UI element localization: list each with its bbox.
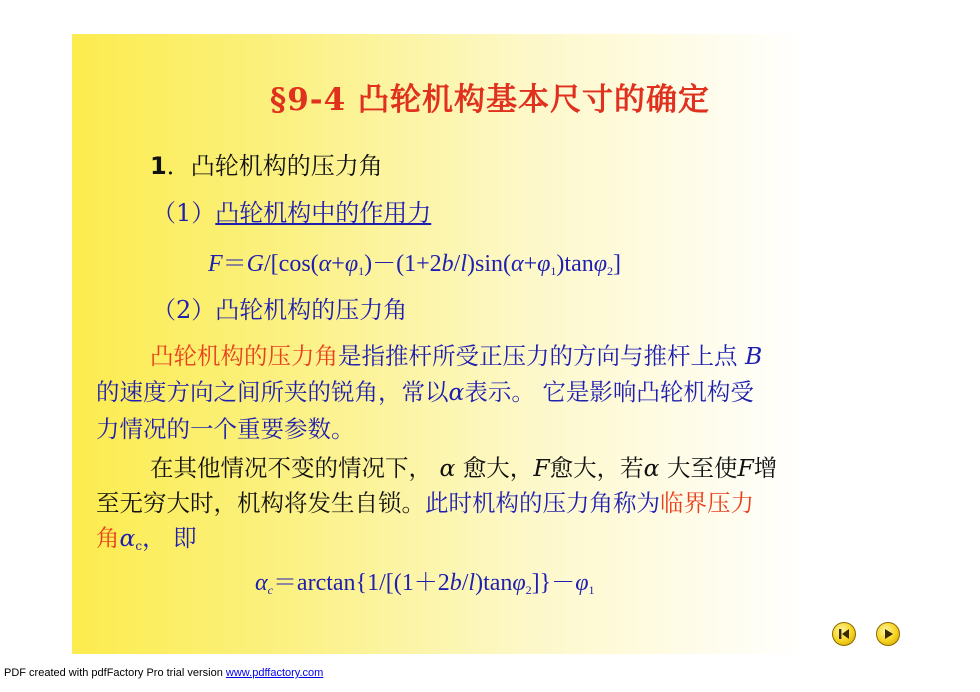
alpha-symbol: α xyxy=(119,524,136,552)
formula-term: ＝ xyxy=(222,251,247,277)
definition-line-1 xyxy=(150,342,763,370)
formula-term: ]}－ xyxy=(531,570,576,596)
formula-term: ＝arctan{1/[(1＋2 xyxy=(272,570,450,596)
text-run: 愈大， xyxy=(462,454,534,482)
section-label: ．凸轮机构的压力角 xyxy=(166,152,383,180)
section-number: 1 xyxy=(150,152,167,180)
alpha-symbol: α xyxy=(643,454,660,482)
formula-subscript: 1 xyxy=(550,264,557,278)
text-run: 增 xyxy=(753,454,778,482)
alpha-symbol: α xyxy=(432,454,463,482)
critical-term: 角 xyxy=(96,524,120,552)
selflock-line-3 xyxy=(96,524,197,553)
formula-term: )sin( xyxy=(466,251,511,277)
text-run: 至无穷大时，机构将发生自锁。 xyxy=(96,489,425,517)
selflock-line-1 xyxy=(150,454,778,482)
point-symbol: B xyxy=(744,342,763,370)
pdf-footer xyxy=(4,667,323,679)
footer-text: PDF created with pdfFactory Pro trial version xyxy=(4,667,226,679)
formula-term: / xyxy=(461,570,469,596)
formula-term: G xyxy=(246,251,265,277)
text-run: ， 即 xyxy=(142,524,197,552)
formula-term: α xyxy=(318,251,332,277)
formula-term: + xyxy=(523,251,538,277)
formula-term: )tan xyxy=(556,251,594,277)
formula-subscript: c xyxy=(267,583,273,597)
definition-line-3: 力情况的一个重要参数。 xyxy=(96,415,355,443)
section-heading xyxy=(150,146,383,181)
formula-term: φ xyxy=(575,570,589,596)
text-run: 在其他情况不变的情况下， xyxy=(150,454,432,482)
definition-line-2 xyxy=(96,378,754,406)
next-slide-button[interactable] xyxy=(876,622,900,646)
formula-term: φ xyxy=(537,251,551,277)
text-run: 的速度方向之间所夹的锐角，常以 xyxy=(96,378,449,406)
formula-term: φ xyxy=(512,570,526,596)
force-symbol: F xyxy=(533,454,550,482)
formula-term: φ xyxy=(344,251,359,277)
previous-slide-button[interactable] xyxy=(832,622,856,646)
formula-term: l xyxy=(468,570,476,596)
formula-subscript: 2 xyxy=(525,583,532,597)
force-formula xyxy=(208,243,621,279)
footer-link[interactable]: www.pdffactory.com xyxy=(225,667,324,679)
text-run: 表示。 它是影响凸轮机构受 xyxy=(464,378,754,406)
formula-term: )－(1+2 xyxy=(364,251,442,277)
play-next-icon xyxy=(877,623,899,645)
alpha-symbol: α xyxy=(448,378,465,406)
slide-title: §9-4 凸轮机构基本尺寸的确定 xyxy=(269,82,710,118)
formula-term: F xyxy=(208,251,223,277)
subsection-2-label: 凸轮机构的压力角 xyxy=(215,296,408,324)
formula-term: ] xyxy=(613,251,622,277)
skip-back-icon xyxy=(833,623,855,645)
subsection-1 xyxy=(152,193,431,228)
formula-term: φ xyxy=(593,251,608,277)
formula-term: /[cos( xyxy=(264,251,319,277)
subsection-2 xyxy=(152,290,407,325)
formula-term: α xyxy=(255,570,268,596)
formula-subscript: 1 xyxy=(588,583,595,597)
formula-term: b xyxy=(441,251,454,277)
critical-angle-formula xyxy=(255,562,594,598)
force-symbol: F xyxy=(737,454,754,482)
formula-term: )tan xyxy=(475,570,513,596)
formula-term: b xyxy=(449,570,462,596)
critical-term: 临界压力 xyxy=(660,489,754,517)
formula-term: α xyxy=(510,251,524,277)
formula-term: / xyxy=(453,251,461,277)
subsection-1-link[interactable]: 凸轮机构中的作用力 xyxy=(215,199,432,227)
alpha-subscript: c xyxy=(135,539,143,553)
defined-term: 凸轮机构的压力角 xyxy=(150,342,338,370)
text-run: 此时机构的压力角称为 xyxy=(425,489,660,517)
subsection-2-prefix: （2） xyxy=(152,296,216,324)
text-run: 愈大，若 xyxy=(549,454,644,482)
formula-subscript: 1 xyxy=(358,264,365,278)
text-run: 是指推杆所受正压力的方向与推杆上点 xyxy=(338,342,745,370)
subsection-1-prefix: （1） xyxy=(152,199,216,227)
selflock-line-2 xyxy=(96,489,754,517)
formula-term: l xyxy=(460,251,467,277)
formula-term: + xyxy=(331,251,345,277)
formula-subscript: 2 xyxy=(607,264,614,278)
text-run: 大至使 xyxy=(659,454,738,482)
